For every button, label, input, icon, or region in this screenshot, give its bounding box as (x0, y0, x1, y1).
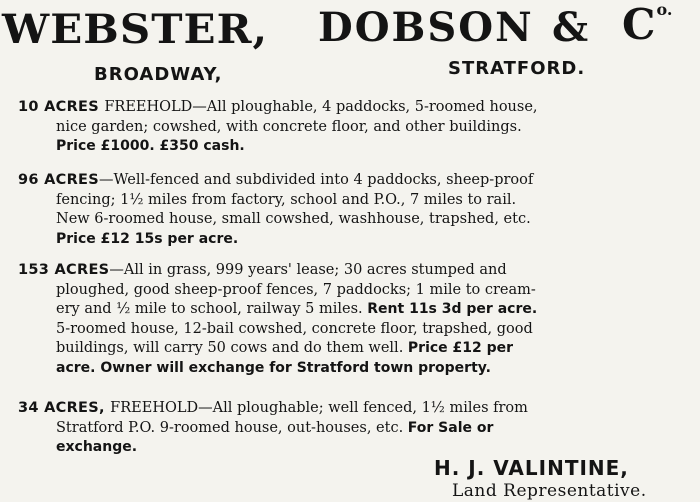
description-text: fencing; 1½ miles from factory, school and P.O., 7 miles to rail. (56, 191, 517, 208)
price-text: Price £12 15s per acre. (56, 230, 239, 247)
description-text: FREEHOLD—All ploughable, 4 paddocks, 5-roomed house, (104, 99, 538, 115)
listing-line (18, 419, 688, 439)
address-stratford: STRATFORD. (448, 58, 586, 79)
description-text: ery and ½ mile to school, railway 5 miles. (56, 301, 368, 317)
firm-company-abbrev (622, 0, 672, 49)
price-text: Price £12 per (407, 340, 514, 356)
price-text: Rent 11s 3d per acre. (367, 301, 538, 317)
listing-10-acres (18, 98, 688, 157)
listing-34-acres (18, 399, 688, 458)
acreage-label: 96 ACRES (18, 172, 100, 188)
acreage-label: 34 ACRES, (18, 400, 111, 416)
price-text: Price £1000. £350 cash. (56, 138, 245, 154)
description-text: buildings, will carry 50 cows and do them well. (56, 340, 408, 356)
listing-line (18, 300, 688, 320)
firm-ampersand: & (552, 4, 589, 51)
listing-line (18, 230, 688, 250)
price-text: acre. Owner will exchange for Stratford town property. (56, 359, 491, 376)
listing-line (18, 339, 688, 359)
listing-line (18, 438, 688, 458)
description-text: FREEHOLD—All ploughable; well fenced, 1½ miles from (110, 400, 528, 416)
description-text: New 6-roomed house, small cowshed, washhouse, trapshed, etc. (56, 211, 531, 227)
description-text: Stratford P.O. 9-roomed house, out-houses, etc. (56, 419, 408, 436)
listing-line (18, 137, 688, 157)
listing-line (18, 261, 688, 281)
price-text: For Sale or (407, 419, 494, 436)
address-broadway: BROADWAY, (94, 64, 223, 85)
listing-line (18, 320, 688, 340)
listing-line (18, 191, 688, 211)
acreage-label: 153 ACRES (18, 262, 110, 278)
agent-title: Land Representative. (452, 481, 647, 501)
description-text: nice garden; cowshed, with concrete floor, and other buildings. (56, 118, 522, 135)
listing-line (18, 359, 688, 379)
listing-96-acres (18, 171, 688, 249)
agent-name: H. J. VALINTINE, (434, 456, 629, 480)
listing-line (18, 281, 688, 301)
listing-line (18, 399, 688, 419)
listing-153-acres (18, 261, 688, 378)
acreage-label: 10 ACRES (18, 99, 105, 115)
price-text: exchange. (56, 439, 138, 455)
listing-line (18, 210, 688, 230)
firm-name-dobson: DOBSON (318, 4, 534, 51)
co-superscript: o. (656, 0, 673, 19)
co-letter: C (622, 0, 656, 49)
description-text: 5-roomed house, 12-bail cowshed, concrete floor, trapshed, good (56, 320, 533, 337)
description-text: —All in grass, 999 years' lease; 30 acres stumped and (109, 262, 507, 278)
description-text: ploughed, good sheep-proof fences, 7 paddocks; 1 mile to cream- (56, 281, 536, 298)
listing-line (18, 98, 688, 118)
firm-name-webster: WEBSTER, (2, 6, 269, 53)
listing-line (18, 118, 688, 138)
description-text: —Well-fenced and subdivided into 4 paddocks, sheep-proof (99, 172, 534, 188)
listing-line (18, 171, 688, 191)
